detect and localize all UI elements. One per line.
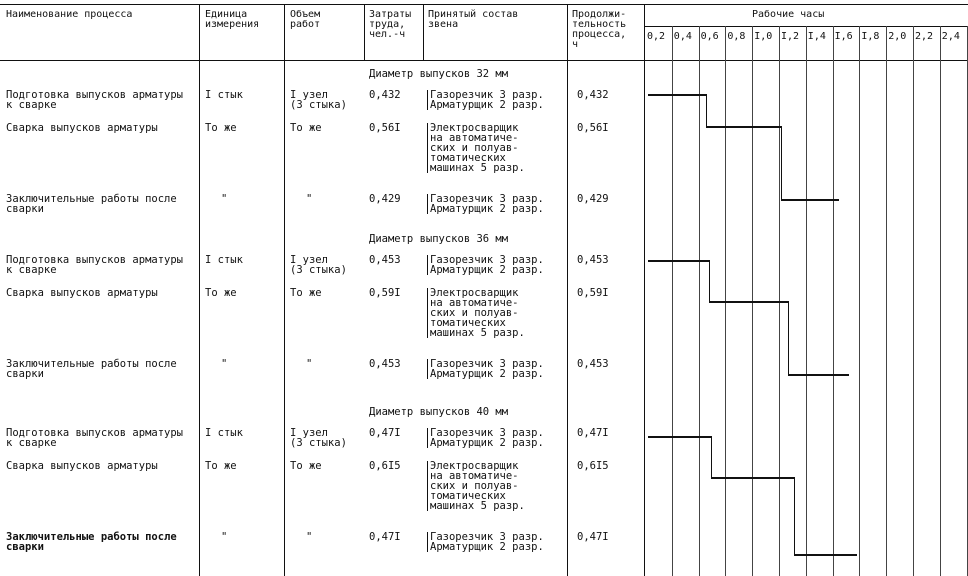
hour-tick-label: 0,2 (647, 31, 666, 42)
volume-value: " (306, 358, 313, 370)
hour-tick-label: I,0 (754, 31, 773, 42)
duration-value: 0,56I (577, 122, 609, 134)
gantt-connector (711, 436, 712, 479)
crew-bracket (427, 461, 428, 511)
hour-tick-label: I,8 (861, 31, 880, 42)
hour-grid-line (886, 26, 887, 576)
gantt-bar (648, 94, 706, 96)
hour-grid-line (672, 26, 673, 576)
hour-grid-line (913, 26, 914, 576)
labor-value: 0,453 (369, 358, 401, 370)
unit-value: I стык (205, 427, 243, 439)
process-name: Сварка выпусков арматуры (6, 287, 158, 299)
gantt-bar (706, 126, 781, 128)
gantt-bar (709, 301, 788, 303)
labor-value: 0,47I (369, 427, 401, 439)
process-name: Подготовка выпусков арматуры к сварке (6, 89, 184, 111)
process-name: Сварка выпусков арматуры (6, 122, 158, 134)
process-name: Подготовка выпусков арматуры к сварке (6, 254, 184, 276)
volume-value: " (306, 531, 313, 543)
duration-value: 0,429 (577, 193, 609, 205)
unit-value: " (221, 531, 228, 543)
gantt-bar (648, 260, 709, 262)
col-divider-2 (284, 4, 285, 576)
hour-grid-line (859, 26, 860, 576)
crew-value: Газорезчик 3 разр. Арматурщик 2 разр. (430, 193, 544, 215)
gantt-connector (794, 477, 795, 556)
labor-value: 0,453 (369, 254, 401, 266)
unit-value: I стык (205, 89, 243, 101)
unit-value: То же (205, 122, 237, 134)
col-divider-6 (644, 4, 645, 576)
hour-tick-label: 0,4 (673, 31, 692, 42)
crew-bracket (427, 532, 428, 552)
header-unit: Единица измерения (205, 9, 260, 30)
crew-value: Газорезчик 3 разр. Арматурщик 2 разр. (430, 89, 544, 111)
hour-grid-line (967, 26, 968, 576)
labor-value: 0,56I (369, 122, 401, 134)
header-duration: Продолжи- тельность процесса, ч (572, 9, 627, 50)
crew-bracket (427, 123, 428, 173)
col-divider-4 (423, 4, 424, 60)
crew-bracket (427, 90, 428, 110)
col-divider-1 (199, 4, 200, 576)
crew-value: Электросварщик на автоматиче- ских и полуав- томатических машинах 5 разр. (430, 287, 525, 339)
process-name: Заключительные работы после сварки (6, 358, 177, 380)
unit-value: То же (205, 460, 237, 472)
duration-value: 0,6I5 (577, 460, 609, 472)
crew-bracket (427, 428, 428, 448)
crew-value: Газорезчик 3 разр. Арматурщик 2 разр. (430, 427, 544, 449)
hour-grid-line (940, 26, 941, 576)
header-crew: Принятый состав звена (428, 9, 519, 30)
hour-tick-label: I,6 (834, 31, 853, 42)
header-bottom-border (0, 60, 968, 61)
hour-tick-label: 2,2 (915, 31, 934, 42)
hour-tick-label: 0,8 (727, 31, 746, 42)
crew-bracket (427, 288, 428, 338)
crew-bracket (427, 255, 428, 275)
unit-value: " (221, 358, 228, 370)
hour-grid-line (699, 26, 700, 576)
crew-value: Электросварщик на автоматиче- ских и полуав- томатических машинах 5 разр. (430, 460, 525, 512)
duration-value: 0,453 (577, 358, 609, 370)
labor-value: 0,47I (369, 531, 401, 543)
duration-value: 0,453 (577, 254, 609, 266)
section-title: Диаметр выпусков 36 мм (369, 233, 509, 245)
volume-value: То же (290, 287, 322, 299)
crew-value: Газорезчик 3 разр. Арматурщик 2 разр. (430, 358, 544, 380)
hour-tick-label: I,4 (807, 31, 826, 42)
hour-tick-label: 0,6 (700, 31, 719, 42)
gantt-connector (781, 126, 782, 201)
table-top-border (0, 4, 968, 5)
crew-value: Газорезчик 3 разр. Арматурщик 2 разр. (430, 254, 544, 276)
labor-value: 0,6I5 (369, 460, 401, 472)
gantt-bar (781, 199, 838, 201)
header-process: Наименование процесса (6, 9, 133, 20)
labor-value: 0,59I (369, 287, 401, 299)
volume-value: То же (290, 122, 322, 134)
process-name: Подготовка выпусков арматуры к сварке (6, 427, 184, 449)
hour-tick-label: 2,4 (941, 31, 960, 42)
hour-grid-line (833, 26, 834, 576)
volume-value: То же (290, 460, 322, 472)
unit-value: То же (205, 287, 237, 299)
duration-value: 0,47I (577, 427, 609, 439)
hour-tick-label: 2,0 (888, 31, 907, 42)
gantt-bar (794, 554, 857, 556)
header-hours: Рабочие часы (752, 9, 825, 20)
unit-value: " (221, 193, 228, 205)
section-title: Диаметр выпусков 40 мм (369, 406, 509, 418)
gantt-bar (648, 436, 711, 438)
volume-value: " (306, 193, 313, 205)
col-divider-3 (364, 4, 365, 60)
gantt-connector (706, 94, 707, 128)
gantt-connector (709, 260, 710, 303)
volume-value: I узел (3 стыка) (290, 89, 347, 111)
gantt-bar (711, 477, 793, 479)
process-name: Сварка выпусков арматуры (6, 460, 158, 472)
volume-value: I узел (3 стыка) (290, 427, 347, 449)
crew-bracket (427, 359, 428, 379)
crew-value: Газорезчик 3 разр. Арматурщик 2 разр. (430, 531, 544, 553)
hour-tick-label: I,2 (781, 31, 800, 42)
duration-value: 0,59I (577, 287, 609, 299)
section-title: Диаметр выпусков 32 мм (369, 68, 509, 80)
duration-value: 0,47I (577, 531, 609, 543)
labor-value: 0,432 (369, 89, 401, 101)
col-divider-5 (567, 4, 568, 576)
hour-grid-line (806, 26, 807, 576)
labor-value: 0,429 (369, 193, 401, 205)
gantt-bar (788, 374, 849, 376)
header-volume: Объем работ (290, 9, 321, 30)
crew-bracket (427, 194, 428, 214)
volume-value: I узел (3 стыка) (290, 254, 347, 276)
unit-value: I стык (205, 254, 243, 266)
process-name: Заключительные работы после сварки (6, 531, 177, 553)
duration-value: 0,432 (577, 89, 609, 101)
crew-value: Электросварщик на автоматиче- ских и полуав- томатических машинах 5 разр. (430, 122, 525, 174)
header-labor: Затраты труда, чел.-ч (369, 9, 412, 40)
gantt-connector (788, 301, 789, 376)
process-name: Заключительные работы после сварки (6, 193, 177, 215)
